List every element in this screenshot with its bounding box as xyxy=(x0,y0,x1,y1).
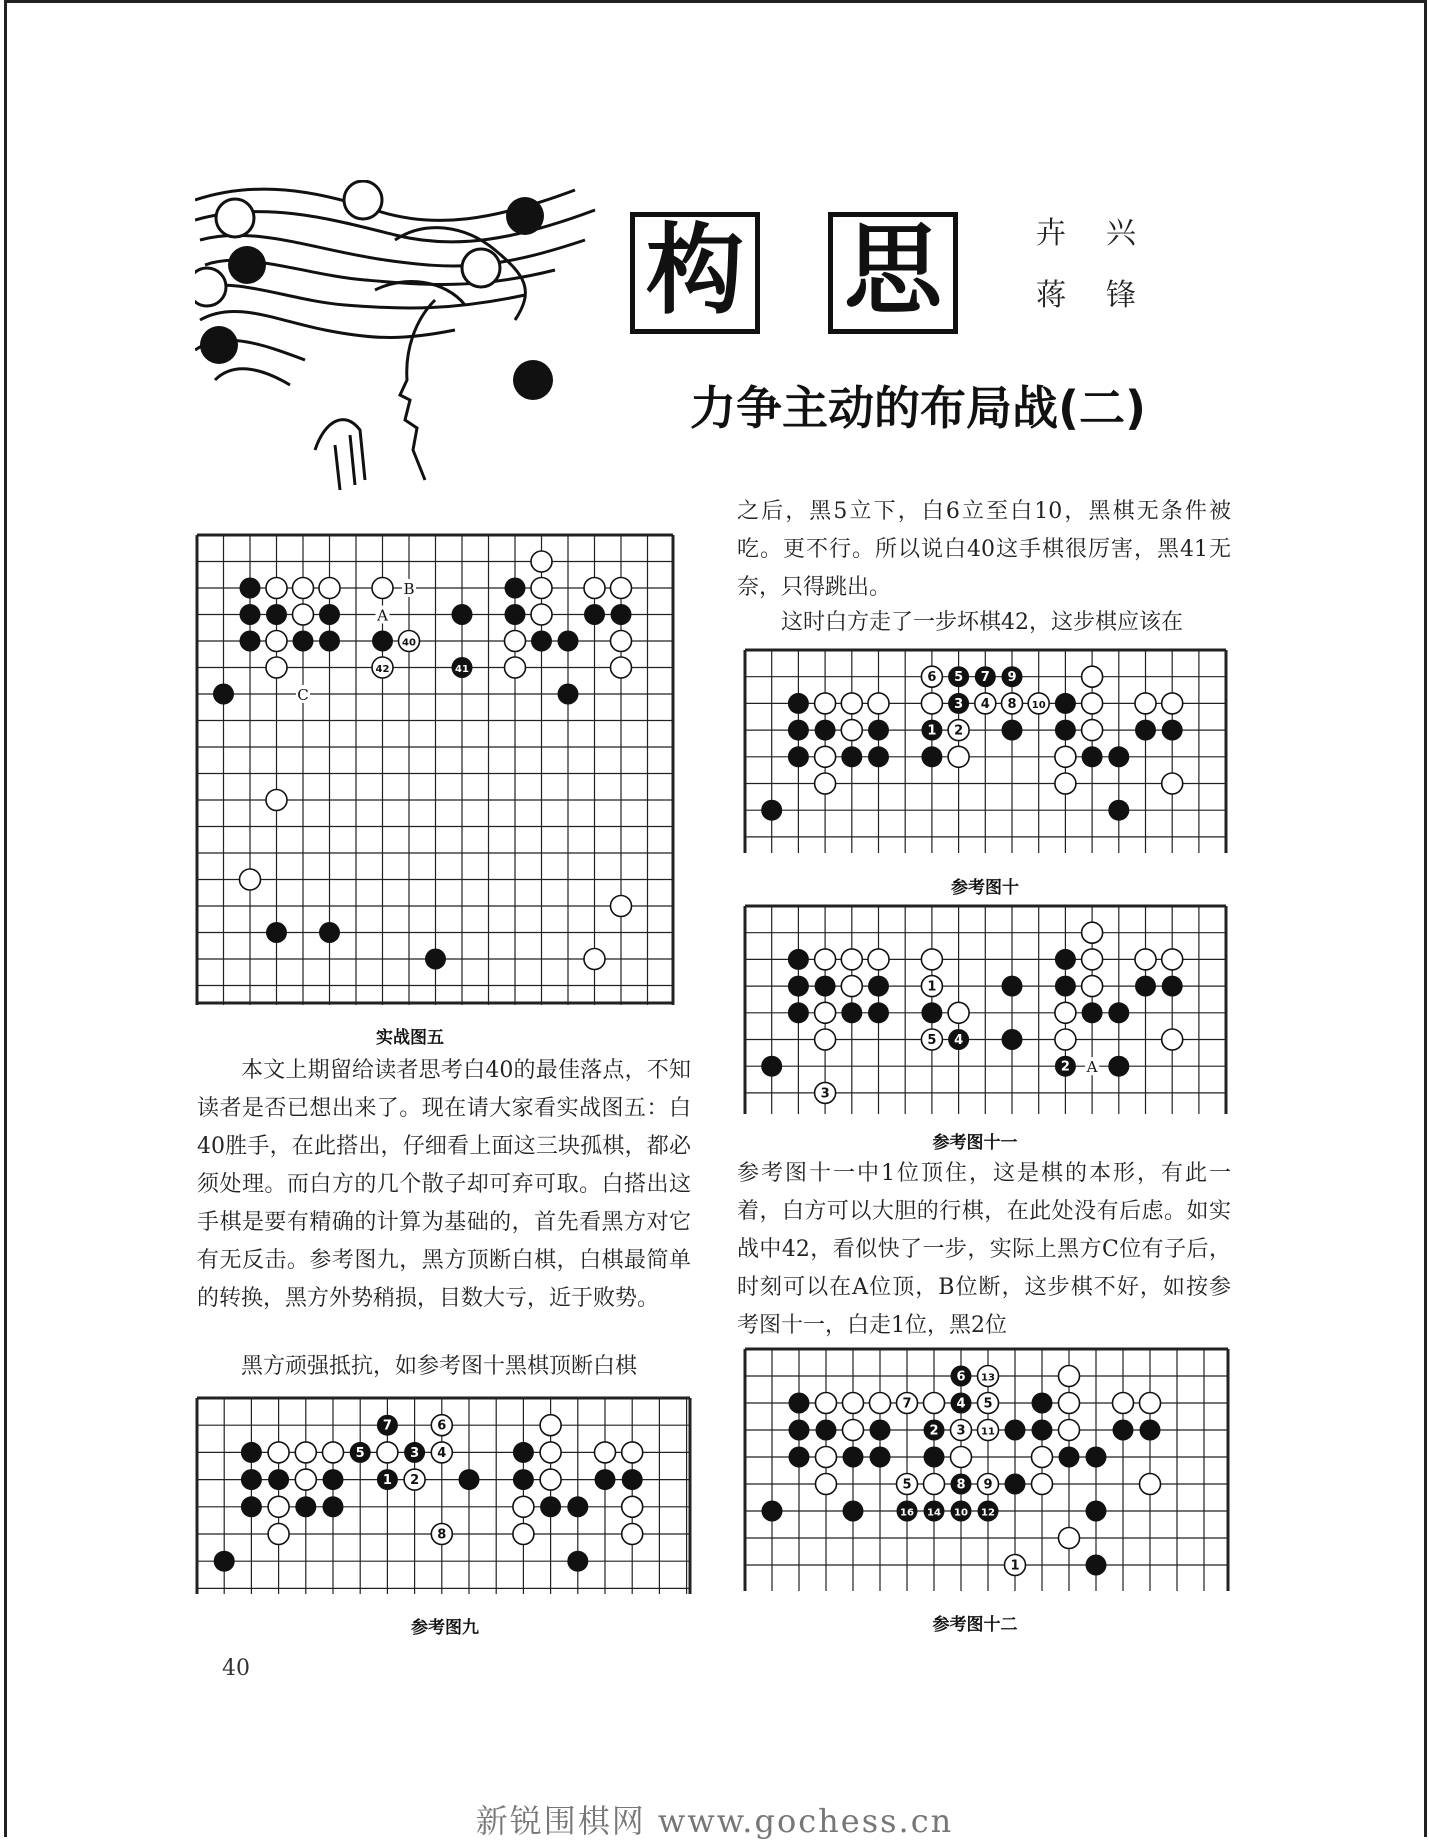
black-stone xyxy=(1086,1555,1107,1576)
stone-move-number: 4 xyxy=(954,1033,964,1048)
stone-move-number: 1 xyxy=(1010,1558,1020,1574)
black-stone xyxy=(1135,976,1156,997)
board-letter: A xyxy=(1086,1058,1098,1077)
black-stone xyxy=(868,976,889,997)
black-stone xyxy=(266,922,287,943)
white-stone xyxy=(1113,1393,1134,1414)
white-stone xyxy=(948,746,969,767)
black-stone xyxy=(266,604,287,625)
white-stone xyxy=(531,551,552,572)
black-stone xyxy=(452,604,473,625)
black-stone xyxy=(459,1469,480,1490)
black-stone xyxy=(789,1447,810,1468)
black-stone xyxy=(841,1002,862,1023)
stone-move-number: 42 xyxy=(375,664,390,675)
white-stone xyxy=(611,896,632,917)
stone-move-number: 7 xyxy=(902,1396,912,1412)
white-stone xyxy=(584,949,605,970)
black-stone xyxy=(788,976,809,997)
black-stone xyxy=(584,604,605,625)
white-stone xyxy=(816,1393,837,1414)
black-stone xyxy=(868,720,889,741)
right-paragraph-3: 参考图十一中1位顶住，这是棋的本形，有此一着，白方可以大胆的行棋，在此处没有后虑。如实战中42，看似快了一步，实际上黑方C位有子后，时刻可以在A位顶，B位断，这步棋不好，如按参考图十一，白走1位，黑2位 xyxy=(737,1161,1231,1338)
black-stone xyxy=(540,1496,561,1517)
black-stone xyxy=(841,746,862,767)
black-stone xyxy=(1005,1474,1026,1495)
stone-move-number: 2 xyxy=(410,1473,420,1489)
diagram-d9 xyxy=(195,1396,692,1594)
black-stone xyxy=(921,1002,942,1023)
black-stone xyxy=(1055,693,1076,714)
black-stone xyxy=(788,746,809,767)
white-stone xyxy=(1059,1366,1080,1387)
diagram-d12 xyxy=(743,1347,1230,1591)
white-stone xyxy=(611,657,632,678)
white-stone xyxy=(1162,1029,1183,1050)
white-stone xyxy=(815,746,836,767)
white-stone xyxy=(843,1393,864,1414)
white-stone xyxy=(595,1442,616,1463)
black-stone xyxy=(240,631,261,652)
white-stone xyxy=(1055,1002,1076,1023)
black-stone xyxy=(870,1420,891,1441)
white-stone xyxy=(1162,693,1183,714)
black-stone xyxy=(788,1002,809,1023)
white-stone xyxy=(531,604,552,625)
white-stone xyxy=(513,1496,534,1517)
white-stone xyxy=(540,1469,561,1490)
white-stone xyxy=(372,578,393,599)
black-stone xyxy=(241,1469,262,1490)
stone-move-number: 40 xyxy=(402,637,416,649)
black-stone xyxy=(1002,1029,1023,1050)
white-stone xyxy=(1055,1029,1076,1050)
white-stone xyxy=(1059,1393,1080,1414)
white-stone xyxy=(295,1469,316,1490)
illustration xyxy=(195,180,605,500)
board-letter: A xyxy=(377,606,388,625)
white-stone xyxy=(622,1524,643,1545)
stone-move-number: 8 xyxy=(437,1527,447,1543)
white-stone xyxy=(611,578,632,599)
white-stone xyxy=(1082,976,1103,997)
black-stone xyxy=(1108,1056,1129,1077)
white-stone xyxy=(948,1002,969,1023)
board-letter: B xyxy=(403,580,415,598)
black-stone xyxy=(558,684,579,705)
black-stone xyxy=(1162,720,1183,741)
white-stone xyxy=(266,631,287,652)
subtitle: 力争主动的布局战(二) xyxy=(690,381,1147,435)
white-stone xyxy=(815,693,836,714)
stone-move-number: 41 xyxy=(455,664,469,675)
white-stone xyxy=(295,1442,316,1463)
stone-move-number: 10 xyxy=(954,1507,968,1519)
black-stone xyxy=(622,1469,643,1490)
stone-move-number: 5 xyxy=(983,1396,993,1412)
black-stone xyxy=(789,1393,810,1414)
stone-move-number: 3 xyxy=(956,1423,966,1439)
black-stone xyxy=(213,684,234,705)
black-stone xyxy=(268,1469,289,1490)
stone-move-number: 7 xyxy=(980,670,990,686)
white-stone xyxy=(815,1002,836,1023)
white-stone xyxy=(1055,746,1076,767)
black-stone xyxy=(1032,1393,1053,1414)
black-stone xyxy=(1082,1002,1103,1023)
black-stone xyxy=(843,1501,864,1522)
black-stone xyxy=(843,1447,864,1468)
white-stone xyxy=(1162,773,1183,794)
white-stone xyxy=(924,1474,945,1495)
black-stone xyxy=(323,1496,344,1517)
stone-move-number: 3 xyxy=(954,696,964,712)
stone-move-number: 1 xyxy=(927,723,937,739)
stone-move-number: 8 xyxy=(1007,696,1017,712)
white-stone xyxy=(266,657,287,678)
author-2: 蒋锋 xyxy=(1036,278,1176,313)
stone-move-number: 3 xyxy=(410,1445,420,1461)
white-stone xyxy=(1135,693,1156,714)
stone-move-number: 13 xyxy=(981,1372,995,1384)
black-stone xyxy=(1059,1447,1080,1468)
stone-move-number: 7 xyxy=(382,1418,392,1434)
black-stone xyxy=(1002,976,1023,997)
stone-move-number: 1 xyxy=(927,979,937,995)
white-stone xyxy=(1032,1447,1053,1468)
white-stone xyxy=(323,1442,344,1463)
black-stone xyxy=(924,1447,945,1468)
white-stone xyxy=(1059,1528,1080,1549)
white-stone xyxy=(611,631,632,652)
black-stone xyxy=(870,1447,891,1468)
caption-d9: 参考图九 xyxy=(411,1618,479,1638)
stone-move-number: 4 xyxy=(437,1445,447,1461)
black-stone xyxy=(611,604,632,625)
stone-move-number: 2 xyxy=(1060,1059,1070,1075)
white-stone xyxy=(1032,1474,1053,1495)
black-stone xyxy=(1002,720,1023,741)
black-stone xyxy=(1113,1420,1134,1441)
black-stone xyxy=(241,1442,262,1463)
black-stone xyxy=(241,1496,262,1517)
author-1: 卉兴 xyxy=(1036,216,1176,251)
white-stone xyxy=(1140,1393,1161,1414)
title-char-2: 思 xyxy=(828,212,958,334)
white-stone xyxy=(843,1420,864,1441)
black-stone xyxy=(921,746,942,767)
white-stone xyxy=(1082,949,1103,970)
stone-move-number: 11 xyxy=(981,1426,995,1438)
caption-d12: 参考图十二 xyxy=(932,1615,1018,1635)
stone-move-number: 8 xyxy=(956,1477,966,1493)
white-stone xyxy=(1082,666,1103,687)
black-stone xyxy=(789,1420,810,1441)
black-stone xyxy=(788,693,809,714)
black-stone xyxy=(1032,1420,1053,1441)
white-stone xyxy=(1135,949,1156,970)
black-stone xyxy=(868,746,889,767)
black-stone xyxy=(295,1496,316,1517)
white-stone xyxy=(868,693,889,714)
white-stone xyxy=(622,1496,643,1517)
black-stone xyxy=(1086,1501,1107,1522)
black-stone xyxy=(1162,976,1183,997)
black-stone xyxy=(567,1496,588,1517)
black-stone xyxy=(319,604,340,625)
white-stone xyxy=(513,1524,534,1545)
white-stone xyxy=(815,773,836,794)
board-letter: C xyxy=(297,686,309,704)
stone-move-number: 5 xyxy=(927,1033,937,1048)
stone-move-number: 9 xyxy=(983,1477,993,1493)
black-stone xyxy=(505,578,526,599)
black-stone xyxy=(1140,1420,1161,1441)
black-stone xyxy=(1135,720,1156,741)
white-stone xyxy=(319,578,340,599)
black-stone xyxy=(513,1469,534,1490)
white-stone xyxy=(622,1442,643,1463)
black-stone xyxy=(214,1551,235,1572)
black-stone xyxy=(558,631,579,652)
white-stone xyxy=(841,976,862,997)
black-stone xyxy=(425,949,446,970)
white-stone xyxy=(870,1393,891,1414)
stone-move-number: 10 xyxy=(1031,699,1046,711)
title-char-1: 构 xyxy=(630,212,760,334)
stone-move-number: 5 xyxy=(954,670,964,686)
black-stone xyxy=(567,1551,588,1572)
black-stone xyxy=(1005,1420,1026,1441)
white-stone xyxy=(921,949,942,970)
white-stone xyxy=(584,578,605,599)
white-stone xyxy=(815,1029,836,1050)
black-stone xyxy=(761,800,782,821)
black-stone xyxy=(1108,800,1129,821)
black-stone xyxy=(240,578,261,599)
black-stone xyxy=(505,604,526,625)
black-stone xyxy=(513,1442,534,1463)
diagram-d5 xyxy=(195,533,675,1005)
white-stone xyxy=(841,949,862,970)
black-stone xyxy=(1108,1002,1129,1023)
page-number: 40 xyxy=(222,1656,250,1681)
black-stone xyxy=(1055,976,1076,997)
black-stone xyxy=(372,631,393,652)
white-stone xyxy=(868,949,889,970)
white-stone xyxy=(540,1442,561,1463)
diagram-d10 xyxy=(743,648,1228,853)
white-stone xyxy=(240,869,261,890)
caption-d5: 实战图五 xyxy=(376,1028,444,1048)
black-stone xyxy=(788,949,809,970)
white-stone xyxy=(540,1415,561,1436)
white-stone xyxy=(377,1442,398,1463)
white-stone xyxy=(531,578,552,599)
stone-move-number: 5 xyxy=(355,1445,365,1461)
black-stone xyxy=(1108,746,1129,767)
white-stone xyxy=(268,1524,289,1545)
stone-move-number: 4 xyxy=(980,696,990,712)
black-stone xyxy=(1055,720,1076,741)
black-stone xyxy=(595,1469,616,1490)
black-stone xyxy=(868,1002,889,1023)
black-stone xyxy=(319,631,340,652)
white-stone xyxy=(268,1496,289,1517)
white-stone xyxy=(816,1447,837,1468)
white-stone xyxy=(1140,1474,1161,1495)
right-paragraph-1: 之后，黑5立下，白6立至白10，黑棋无条件被吃。更不行。所以说白40这手棋很厉害，黑41无奈，只得跳出。 xyxy=(737,499,1231,600)
black-stone xyxy=(531,631,552,652)
footer-watermark: 新锐围棋网 www.gochess.cn xyxy=(475,1802,954,1840)
stone-move-number: 6 xyxy=(927,670,937,686)
black-stone xyxy=(788,720,809,741)
white-stone xyxy=(1059,1420,1080,1441)
stone-move-number: 2 xyxy=(954,723,964,739)
black-stone xyxy=(293,631,314,652)
black-stone xyxy=(319,922,340,943)
white-stone xyxy=(505,657,526,678)
stone-move-number: 12 xyxy=(981,1507,995,1519)
white-stone xyxy=(266,790,287,811)
black-stone xyxy=(1086,1447,1107,1468)
black-stone xyxy=(323,1469,344,1490)
stone-move-number: 16 xyxy=(900,1507,914,1519)
diagram-d11 xyxy=(743,904,1228,1114)
stone-move-number: 9 xyxy=(1007,670,1017,686)
black-stone xyxy=(762,1501,783,1522)
white-stone xyxy=(921,693,942,714)
white-stone xyxy=(816,1474,837,1495)
black-stone xyxy=(816,1420,837,1441)
stone-move-number: 5 xyxy=(902,1477,912,1493)
black-stone xyxy=(815,976,836,997)
right-paragraph-2: 这时白方走了一步坏棋42，这步棋应该在 xyxy=(781,610,1183,635)
white-stone xyxy=(293,578,314,599)
stone-move-number: 6 xyxy=(437,1418,447,1434)
stone-move-number: 2 xyxy=(929,1423,939,1439)
white-stone xyxy=(1082,720,1103,741)
stone-move-number: 3 xyxy=(820,1086,830,1102)
black-stone xyxy=(240,604,261,625)
white-stone xyxy=(1082,922,1103,943)
white-stone xyxy=(841,720,862,741)
caption-d11: 参考图十一 xyxy=(932,1133,1018,1153)
left-paragraph-1: 本文上期留给读者思考白40的最佳落点，不知读者是否已想出来了。现在请大家看实战图五：白40胜手，在此搭出，仔细看上面这三块孤棋，都必须处理。而白方的几个散子却可弃可取。白搭出这手棋是要有精确的计算为基础的，首先看黑方对它有无反击。参考图九，黑方顶断白棋，白棋最简单的转换，黑方外势稍损，目数大亏，近于败势。 xyxy=(197,1058,691,1311)
white-stone xyxy=(1082,693,1103,714)
white-stone xyxy=(293,604,314,625)
black-stone xyxy=(1082,746,1103,767)
white-stone xyxy=(924,1393,945,1414)
white-stone xyxy=(951,1447,972,1468)
stone-move-number: 14 xyxy=(927,1507,941,1519)
stone-move-number: 1 xyxy=(382,1473,392,1489)
black-stone xyxy=(815,720,836,741)
white-stone xyxy=(841,693,862,714)
caption-d10: 参考图十 xyxy=(951,878,1019,898)
black-stone xyxy=(1055,949,1076,970)
black-stone xyxy=(761,1056,782,1077)
white-stone xyxy=(815,949,836,970)
stone-move-number: 6 xyxy=(956,1369,966,1385)
white-stone xyxy=(268,1442,289,1463)
white-stone xyxy=(266,578,287,599)
white-stone xyxy=(1055,773,1076,794)
stone-move-number: 4 xyxy=(956,1396,966,1412)
left-paragraph-2: 黑方顽强抵抗，如参考图十黑棋顶断白棋 xyxy=(241,1354,638,1379)
white-stone xyxy=(505,631,526,652)
white-stone xyxy=(1162,949,1183,970)
